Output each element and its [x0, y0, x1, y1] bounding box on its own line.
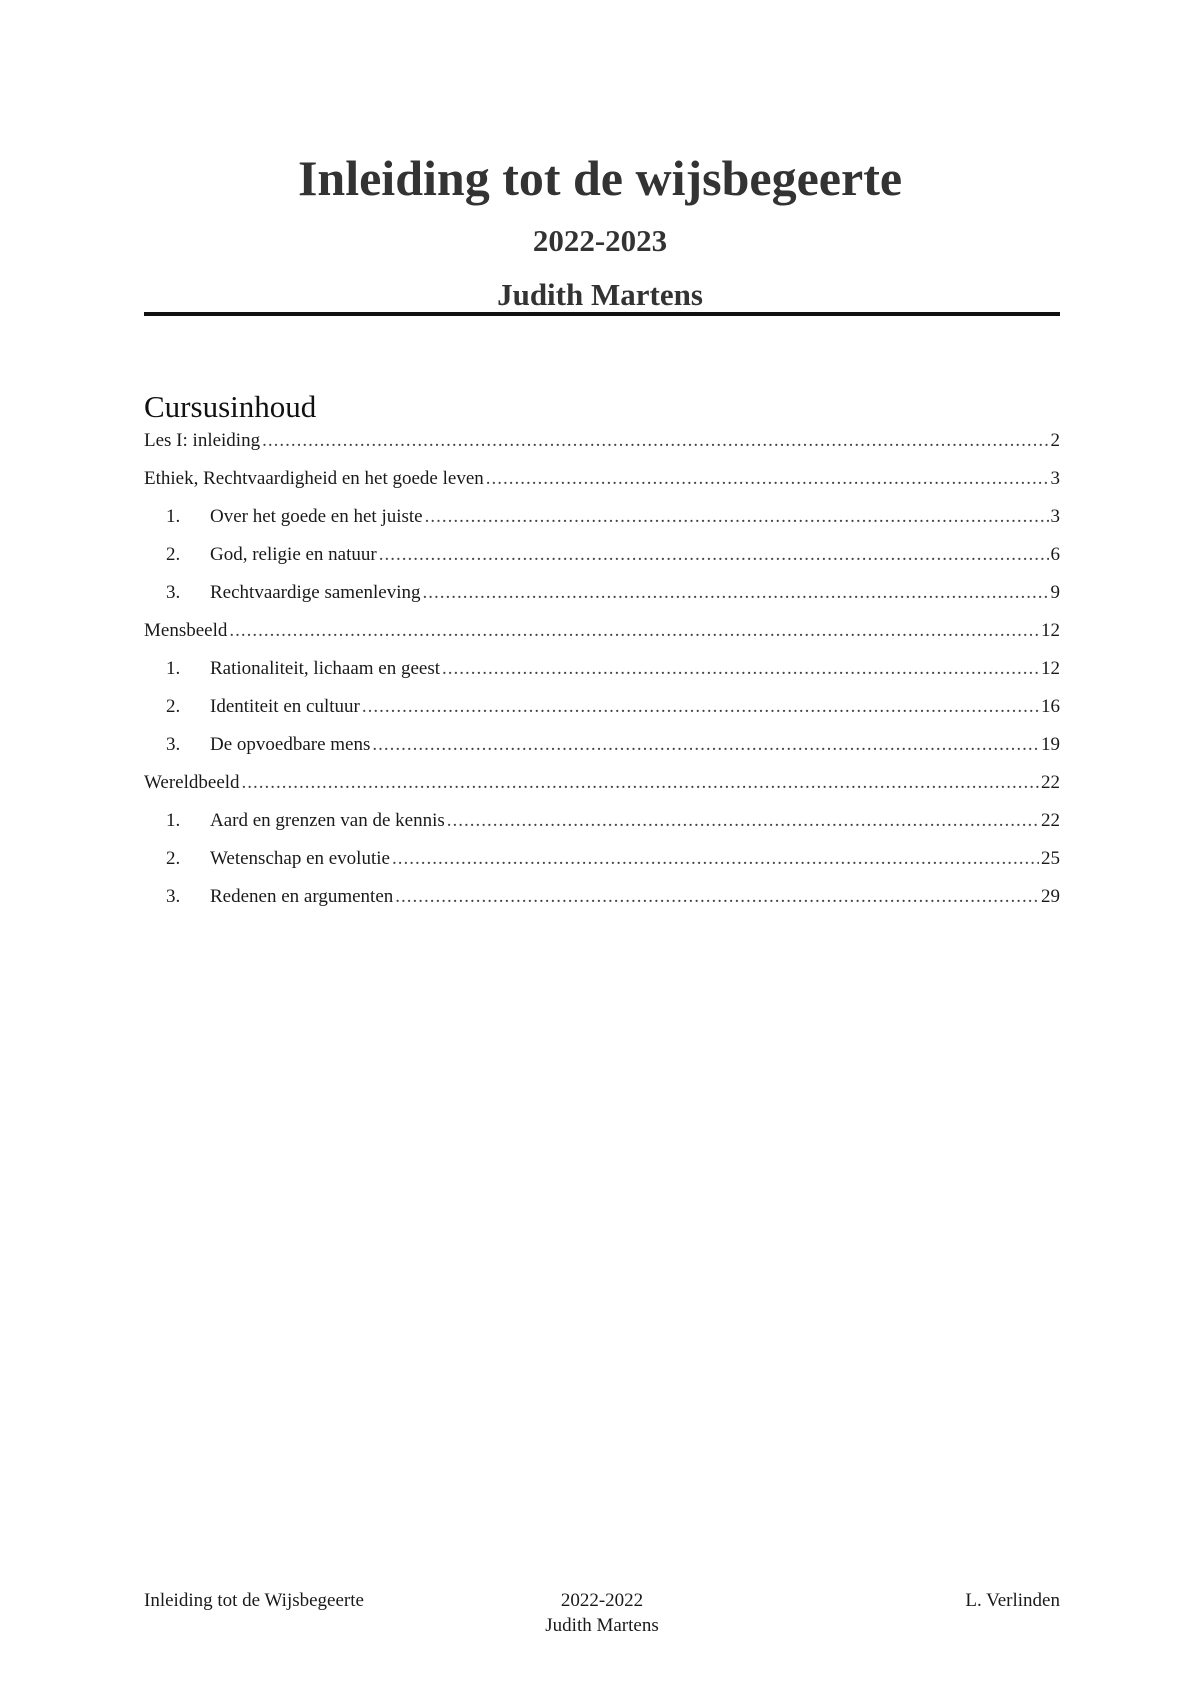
title-divider [144, 312, 1060, 316]
author-name: Judith Martens [497, 277, 703, 312]
toc-entry-label: Rationaliteit, lichaam en geest [210, 658, 441, 679]
table-of-contents [144, 428, 1060, 922]
toc-entry-label: Wereldbeeld [144, 772, 240, 793]
toc-entry-page: 3 [1050, 506, 1060, 527]
toc-entry-page: 25 [1041, 848, 1060, 869]
toc-entry[interactable] [144, 504, 1060, 542]
toc-entry-page: 3 [1050, 468, 1060, 489]
toc-dot-leader [372, 732, 1039, 758]
footer-year: 2022-2022 [560, 1590, 644, 1611]
document-title: Inleiding tot de wijsbegeerte [297, 150, 903, 206]
toc-dot-leader [242, 770, 1039, 796]
toc-entry-page: 29 [1041, 886, 1060, 907]
toc-entry-label: Identiteit en cultuur [210, 696, 360, 717]
toc-entry-number: 1. [166, 506, 181, 527]
footer-center [144, 1588, 1060, 1638]
toc-entry-page: 12 [1041, 658, 1060, 679]
academic-year: 2022-2023 [532, 223, 668, 258]
toc-entry-number: 2. [166, 544, 181, 565]
toc-entry-label: Redenen en argumenten [210, 886, 394, 907]
toc-entry-number: 2. [166, 848, 181, 869]
toc-entry-label: God, religie en natuur [210, 544, 377, 565]
toc-dot-leader [362, 694, 1039, 720]
toc-entry-label: Les I: inleiding [144, 430, 261, 451]
toc-dot-leader [379, 542, 1049, 568]
toc-entry-page: 19 [1041, 734, 1060, 755]
toc-dot-leader [423, 580, 1049, 606]
toc-entry-page: 6 [1050, 544, 1060, 565]
toc-entry-page: 12 [1041, 620, 1060, 641]
toc-entry-label: Over het goede en het juiste [210, 506, 423, 527]
toc-entry-label: Ethiek, Rechtvaardigheid en het goede leven [144, 468, 484, 489]
toc-dot-leader [425, 504, 1049, 530]
toc-dot-leader [262, 428, 1048, 454]
toc-dot-leader [447, 808, 1039, 834]
toc-entry[interactable] [144, 732, 1060, 770]
toc-entry[interactable] [144, 542, 1060, 580]
toc-entry-label: De opvoedbare mens [210, 734, 371, 755]
toc-entry[interactable] [144, 466, 1060, 504]
footer-author: Judith Martens [545, 1615, 659, 1636]
toc-entry-number: 3. [166, 886, 181, 907]
toc-entry-number: 1. [166, 810, 181, 831]
toc-entry-label: Aard en grenzen van de kennis [210, 810, 445, 831]
toc-dot-leader [229, 618, 1039, 644]
toc-entry-number: 3. [166, 582, 181, 603]
footer-editor: L. Verlinden [965, 1590, 1060, 1611]
toc-entry[interactable] [144, 656, 1060, 694]
toc-entry[interactable] [144, 618, 1060, 656]
toc-dot-leader [392, 846, 1039, 872]
toc-entry-label: Wetenschap en evolutie [210, 848, 390, 869]
toc-entry-page: 16 [1041, 696, 1060, 717]
toc-entry-number: 2. [166, 696, 181, 717]
toc-dot-leader [395, 884, 1039, 910]
toc-entry-page: 2 [1050, 430, 1060, 451]
toc-dot-leader [486, 466, 1049, 492]
toc-entry-page: 22 [1041, 810, 1060, 831]
toc-entry-page: 22 [1041, 772, 1060, 793]
toc-entry[interactable] [144, 808, 1060, 846]
toc-dot-leader [442, 656, 1039, 682]
toc-entry-page: 9 [1050, 582, 1060, 603]
toc-entry[interactable] [144, 846, 1060, 884]
toc-entry[interactable] [144, 770, 1060, 808]
toc-entry[interactable] [144, 428, 1060, 466]
toc-entry[interactable] [144, 694, 1060, 732]
toc-entry[interactable] [144, 580, 1060, 618]
toc-heading: Cursusinhoud [144, 389, 317, 424]
toc-entry-label: Rechtvaardige samenleving [210, 582, 421, 603]
footer-course-title: Inleiding tot de Wijsbegeerte [144, 1590, 364, 1611]
toc-entry-number: 1. [166, 658, 181, 679]
toc-entry-label: Mensbeeld [144, 620, 228, 641]
toc-entry-number: 3. [166, 734, 181, 755]
toc-entry[interactable] [144, 884, 1060, 922]
